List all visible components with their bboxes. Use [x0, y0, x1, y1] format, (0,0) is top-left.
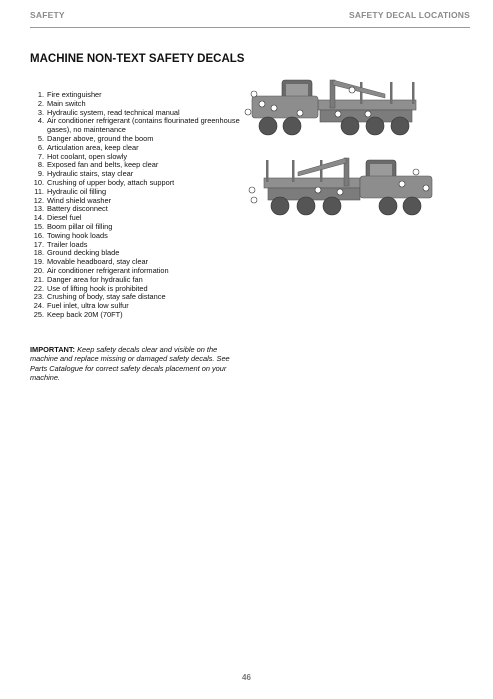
decal-number: 14.	[33, 213, 44, 223]
decal-number: 17.	[33, 239, 44, 249]
decal-number: 3.	[37, 107, 44, 117]
decal-description: Main switch	[47, 98, 86, 108]
decal-description: Wind shield washer	[47, 195, 112, 205]
decal-number: 22.	[33, 283, 44, 293]
decal-number: 10.	[33, 177, 44, 187]
decal-number: 24.	[33, 301, 44, 311]
decal-number: 6.	[37, 142, 44, 152]
decal-number: 11.	[34, 186, 44, 196]
decal-number: 21.	[33, 274, 44, 284]
decal-number: 18.	[33, 248, 44, 258]
decal-description: Hydraulic oil filling	[47, 186, 107, 196]
decal-description: Crushing of body, stay safe distance	[47, 292, 166, 302]
decal-description: Crushing of upper body, attach support	[47, 177, 175, 187]
decal-number: 8.	[37, 160, 44, 170]
decal-number: 25.	[33, 309, 44, 319]
decal-list	[30, 91, 240, 320]
decal-number: 5.	[37, 133, 44, 143]
decal-description: Ground decking blade	[47, 248, 120, 258]
decal-description: Fire extinguisher	[47, 90, 102, 99]
decal-description: Hydraulic stairs, stay clear	[47, 169, 134, 179]
decal-description: Hydraulic system, read technical manual	[47, 107, 180, 117]
forwarder-decal-illustration	[240, 68, 440, 218]
header-divider	[30, 27, 470, 28]
decal-description: Towing hook loads	[47, 230, 108, 240]
decal-number: 16.	[33, 230, 44, 240]
decal-number: 20.	[33, 265, 44, 275]
decal-description: Trailer loads	[47, 239, 88, 249]
decal-description: Articulation area, keep clear	[47, 142, 139, 152]
decal-number: 12.	[33, 195, 44, 205]
decal-description: Air conditioner refrigerant (contains flourinated greenhouse gases), no maintenance	[47, 116, 240, 135]
decal-description: Use of lifting hook is prohibited	[47, 283, 148, 293]
decal-list-item	[30, 117, 240, 135]
decal-number: 7.	[37, 151, 44, 161]
decal-list-item	[30, 311, 240, 320]
decal-description: Air conditioner refrigerant information	[47, 265, 169, 275]
decal-description: Diesel fuel	[47, 213, 82, 223]
decal-description: Boom pillar oil filling	[47, 221, 113, 231]
header-chapter: SAFETY DECAL LOCATIONS	[348, 10, 470, 20]
header-section: SAFETY	[30, 10, 65, 20]
decal-number: 15.	[33, 221, 44, 231]
decal-number: 1.	[37, 90, 44, 99]
decal-number: 9.	[37, 169, 44, 179]
decal-description: Fuel inlet, ultra low sulfur	[47, 301, 129, 311]
important-text: Keep safety decals clear and visible on the machine and replace missing or damaged safety decals. See Parts Catalogue for correct safety decals placement on your machine.	[30, 345, 230, 382]
decal-description: Battery disconnect	[47, 204, 108, 214]
decal-number: 23.	[33, 292, 44, 302]
important-label: IMPORTANT:	[30, 345, 76, 354]
decal-number: 4.	[37, 116, 44, 126]
decal-description: Hot coolant, open slowly	[47, 151, 128, 161]
decal-description: Danger area for hydraulic fan	[47, 274, 143, 284]
decal-number: 2.	[37, 98, 44, 108]
decal-number: 19.	[33, 257, 44, 267]
decal-description: Movable headboard, stay clear	[47, 257, 149, 267]
forwarder-view-left-side	[245, 80, 416, 135]
important-note	[30, 345, 235, 382]
forwarder-view-right-side	[249, 158, 432, 215]
decal-description: Exposed fan and belts, keep clear	[47, 160, 159, 170]
decal-description: Keep back 20M (70FT)	[47, 309, 123, 319]
decal-number: 13.	[33, 204, 44, 214]
decal-description: Danger above, ground the boom	[47, 133, 154, 143]
page-title: MACHINE NON-TEXT SAFETY DECALS	[30, 53, 245, 65]
page-number: 46	[242, 673, 251, 682]
